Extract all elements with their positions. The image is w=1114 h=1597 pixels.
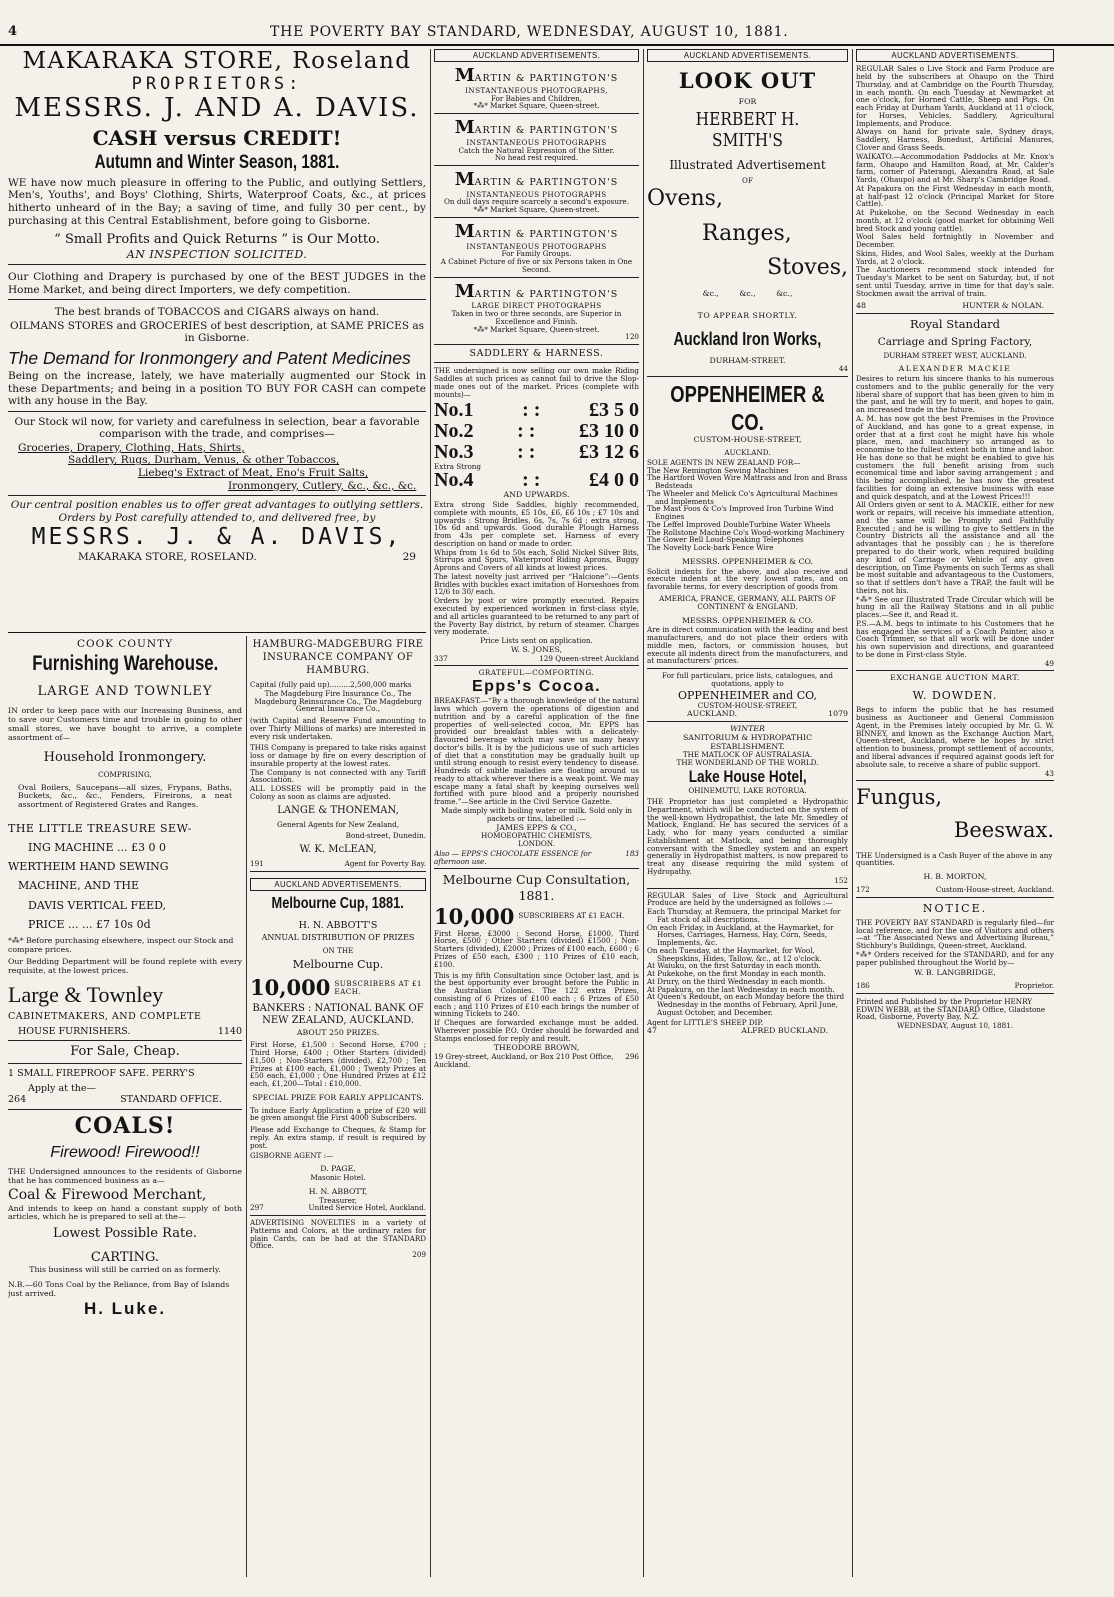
section-header: AUCKLAND ADVERTISEMENTS. [250, 878, 426, 891]
sale-item: On each Friday, in Auckland, at the Haymarket, for Horses, Carriages, Harness, Hay, Corn, Seeds, Implements, &c. [647, 922, 834, 948]
chocolate-text: Also — EPPS'S CHOCOLATE ESSENCE for afternoon use. [434, 848, 592, 866]
saddle-number: No.4 [434, 469, 474, 492]
saddle-price-row: No.4 : : £4 0 0 [434, 469, 639, 492]
ad-number: 172 [856, 884, 870, 894]
oppenheimer-name: OPPENHEIMER and CO, [678, 688, 817, 702]
photo-detail: For Babies and Children, [490, 93, 583, 103]
stock-line: Ironmongery, Cutlery, &c., &c., &c. [228, 479, 417, 492]
photo-line: LARGE DIRECT PHOTOGRAPHS [471, 301, 602, 311]
agency-item: The Novelty Lock-bark Fence Wire [647, 543, 774, 553]
auckland-ads-column-3 [434, 49, 639, 1589]
martin-partington-ad: MARTIN & PARTINGTON'S INSTANTANEOUS PHOTOGRAPHS Catch the Natural Expression of the Sitter. No head rest required. [434, 117, 639, 162]
full-text: For full particulars, price lists, catalogues, and quotations, apply to [662, 671, 833, 688]
sale-item: At Pukekohe, on the first Monday in each month. [647, 969, 826, 979]
ad-number: 264 [8, 1094, 27, 1106]
cook-heading: COOK COUNTY [76, 638, 174, 650]
ad-number: 183 [625, 848, 639, 858]
saddle-number: No.1 [434, 398, 474, 421]
custom-text: CUSTOM-HOUSE-STREET, [693, 435, 802, 445]
signature: MESSRS. J. & A. DAVIS, [31, 524, 403, 551]
proprietor-text: THE Proprietor has just completed a Hydropathic Department, which will be conducted on the system of the well-known Hydropathist, the late Mr. Smedley of Matlock, England. He has secured the services of a Lady, who for many years conducted a similar Establishment at Matlock, and being thoroughly conversant with the Smedley system and an expert generally in Hydropathist matters, is now prepared to treat any disease requiring the mild system of Hydropathy. [647, 797, 848, 876]
ad-number: 43 [1044, 768, 1054, 778]
household-heading: Household Ironmongery. [43, 750, 207, 766]
sanitorium-heading: SANITORIUM & HYDROPATHIC [682, 732, 813, 742]
saddlery-heading: SADDLERY & HARNESS. [469, 348, 604, 360]
photo-detail: *⁂* Market Square, Queen-street. [473, 324, 600, 334]
saddle-price: £3 10 0 [579, 419, 639, 442]
establishment-text: ESTABLISHMENT. [710, 741, 785, 751]
induce-text: To induce Early Application a prize of £20 will be given amongst the First 4000 Subscribers. [250, 1105, 426, 1123]
date-text: WEDNESDAY, August 10, 1881. [896, 1021, 1014, 1031]
office-text: STANDARD OFFICE. [120, 1094, 222, 1106]
abbott-heading: H. N. ABBOTT'S [298, 919, 378, 931]
royal-heading: Royal Standard [909, 317, 1001, 332]
photo-detail: *⁂* Market Square, Queen-street. [473, 101, 600, 111]
hamburg-insurance-ad [250, 638, 426, 1588]
cash-buyer-text: THE Undersigned is a Cash Buyer of the above in any quantities. [856, 850, 1053, 868]
column-divider [246, 636, 247, 1577]
masonic-text: Masonic Hotel. [310, 1173, 366, 1183]
page-number: 4 [8, 24, 18, 39]
jones-address: 129 Queen-street Auckland [539, 653, 639, 663]
column-divider [852, 49, 853, 1577]
firm-name: ARTIN & PARTINGTON'S [474, 73, 619, 85]
ad-number: 191 [250, 859, 264, 869]
undersigned-text: THE Undersigned announces to the residents of Gisborne that he has commenced business as a— [8, 1167, 242, 1185]
pbs-text: THE POVERTY BAY STANDARD is regularly filed—for local reference, and for the use of Visitors and others—at “The Associated News and Advertising Bureau,” Stichbury's Buildings, Queen-street, Auckland. [856, 917, 1054, 951]
ad-number: 44 [838, 364, 848, 374]
masthead [0, 14, 1114, 42]
illustrated-text: Illustrated Advertisement [669, 158, 826, 173]
agency-item: The Hartford Woven Wire Mattrass and Iron and Brass Bedsteads [647, 473, 848, 491]
newspaper-title: THE POVERTY BAY STANDARD, WEDNESDAY, AUGUST 10, 1881. [270, 24, 789, 40]
ten-thousand: 10,000 [434, 903, 515, 929]
comprising-text: COMPRISING, [98, 769, 152, 779]
oval-text: Oval Boilers, Saucepans—all sizes, Frypans, Baths, Buckets, &c., &c., Fenders, Fireirons, a neat assortment of Registered Grates and Ranges. [18, 782, 232, 810]
all-orders-text: All Orders given or sent to A. MACKIE, either for new work or repairs, will receive his immediate attention, and the same will be Promptly and Faithfully Executed ; and he is willing to give to Settlers in the Country Districts all the assistance and all the advantages that he possibly can ; he is therefore prepared to do their work, when required building any kind of Carriage or Vehicle of any given description, on Time Payments on such Terms as shall be most suitable and advantageous to the Customers, so that if settlers don't have a TRAP, the fault will be theirs, not his. [856, 500, 1054, 595]
for-text: FOR [738, 96, 757, 106]
carting-heading: CARTING. [90, 1249, 160, 1265]
sale-item: At Papakura, on the last Wednesday in each month. [647, 984, 835, 994]
tobacco-text: The best brands of TOBACCOS and CIGARS always on hand. [54, 306, 380, 319]
central-text: Our central position enables us to offer great advantages to outlying settlers. Orders by Post carefully attended to, and delivered free, by [10, 499, 424, 524]
durham-west: DURHAM STREET WEST, AUCKLAND. [883, 350, 1027, 360]
stock-line: Saddlery, Rugs, Durham, Venus, & other Tobaccos, [68, 454, 340, 467]
wertheim-line: WERTHEIM HAND SEWING [8, 860, 169, 874]
united-text: United Service Hotel, Auckland. [308, 1203, 426, 1213]
special-heading: SPECIAL PRIZE FOR EARLY APPLICANTS. [252, 1092, 424, 1102]
ad-number: 152 [834, 875, 848, 885]
breakfast-text: BREAKFAST.—“By a thorough knowledge of the natural laws which govern the operations of digestion and nutrition and by a careful application of the fine properties of well-selected cocoa, Mr. EPPS has provided our breakfast tables with a delicately-flavoured beverage which may save us many heavy doctor's bills. It is by the judicious use of such articles of diet that a constitution may be gradually built up until strong enough to resist every tendency to disease. Hundreds of subtle maladies are floating around us ready to attack wherever there is a weak point. We may escape many a fatal shaft by keeping ourselves well fortified with pure blood and a properly nourished frame.”—See article in the Civil Service Gazette. [434, 696, 639, 807]
auckland-ads-column-4 [647, 49, 848, 1589]
photo-line: INSTANTANEOUS PHOTOGRAPHS, [465, 85, 608, 95]
clothing-text: Our Clothing and Drapery is purchased by one of the BEST JUDGES in the Home Market, and being direct Importers, we defy competition. [8, 270, 426, 296]
about-text: ABOUT 250 PRIZES. [296, 1027, 380, 1037]
agency-item: The New Remington Sewing Machines [647, 465, 789, 475]
lange-heading: LANGE & THONEMAN, [277, 804, 399, 816]
saddle-price-list [434, 400, 639, 492]
makaraka-store-ad [8, 49, 426, 629]
always-text: Always on hand for private sale, Sydney drays, Saddlery, Harness, Bonedust, Artificial Manures, Clover and Grass Seeds. [856, 127, 1054, 152]
lake-house-heading: Lake House Hotel, [688, 766, 807, 786]
subscribers-text: SUBSCRIBERS AT £1 EACH. [334, 979, 422, 997]
ad-number: 120 [625, 332, 639, 342]
skins-text: Skins, Hides, and Wool Sales, weekly at the Durham Yards, at 2 o'clock. [856, 248, 1054, 266]
upwards-text: AND UPWARDS. [503, 490, 570, 500]
melbourne-cup-text: Melbourne Cup. [292, 958, 384, 972]
of-text: OF [742, 175, 753, 185]
auckland-text: AUCKLAND. [724, 448, 771, 457]
demand-heading: The Demand for Ironmongery and Patent Medicines [8, 347, 411, 368]
advertising-text: ADVERTISING NOVELTIES in a variety of Patterns and Colors, at the ordinary rates for plain Cards, can be had at the STANDARD Office. [250, 1218, 426, 1251]
wonderland-text: THE WONDERLAND OF THE WORLD. [676, 758, 819, 768]
sale-item: At Drury, on the third Wednesday in each month. [647, 976, 826, 986]
sale-item: At Queen's Redoubt, on each Monday before the third Wednesday in the months of February, April June, August October, and December. [647, 992, 845, 1017]
saddle-price-row: No.3 : : £3 12 6 [434, 440, 639, 463]
price-list-text: Price Lists sent on application. [480, 636, 593, 646]
homeo-text: HOMOEOPATHIC CHEMISTS, [480, 831, 593, 841]
saddle-price-row: No.2 : : £3 10 0 [434, 419, 639, 442]
oppenheimer-heading: OPPENHEIMER & CO. [670, 381, 825, 435]
brown-address: 19 Grey-street, Auckland, or Box 210 Post Office, Auckland. [434, 1052, 614, 1069]
james-epps: JAMES EPPS & CO., [496, 822, 577, 832]
fungus-heading: Fungus, [856, 785, 943, 810]
davis-feed-line: DAVIS VERTICAL FEED, [28, 898, 167, 912]
matlock-text: THE MATLOCK OF AUSTRALASIA. [682, 750, 813, 760]
treasurer-text: Treasurer, [319, 1195, 357, 1205]
prizes-text: First Horse, £1,500 : Second Horse, £700 ; Third Horse, £400 ; Other Starters (divided) £1,500 ; Non-Starters (divided), £2,700 ; Ten Prizes at £100 each, £1,000 ; Twenty Prizes at £50 each, £1,000 ; One Hundred Prizes at £12 each, £1,200—Total : £10,000. [250, 1040, 426, 1089]
ad-number: 1079 [828, 708, 848, 718]
auctioneers-text: The Auctioneers recommend stock intended for Tuesday's Market to be sent on Saturday, but, if not sent until Tuesday, arrive in time for that day's sale. Stockmen await the arrival of train. [856, 265, 1054, 298]
hamburg-heading: HAMBURG-MADGEBURG FIRE INSURANCE COMPANY OF HAMBURG. [252, 639, 424, 676]
signature-address: MAKARAKA STORE, ROSELAND. [78, 550, 257, 563]
carriage-heading: Carriage and Spring Factory, [877, 336, 1033, 349]
proprietors-heading: PROPRIETORS: [131, 74, 303, 95]
saddle-price-row: No.1 : : £3 5 0 [434, 398, 639, 421]
motto: “ Small Profits and Quick Returns ” is Our Motto. [54, 232, 380, 248]
photo-detail: Taken in two or three seconds, are Superior in Excellence and Finish. [451, 309, 622, 326]
morton-address: Custom-House-street, Auckland. [935, 884, 1054, 894]
ohinemutu-text: OHINEMUTU, LAKE ROTORUA. [688, 786, 807, 796]
martin-partington-ad: MARTIN & PARTINGTON'S INSTANTANEOUS PHOTOGRAPHS, For Babies and Children, *⁂* Market Square, Queen-street. [434, 65, 639, 110]
sale-item: Each Thursday, at Remuera, the principal Market for Fat stock of all descriptions. [647, 907, 841, 924]
gisborne-agent: GISBORNE AGENT :— [250, 1150, 334, 1160]
intro-text: WE have now much pleasure in offering to the Public, and outlying Settlers, Men's, Youths', and Boys' Clothing, Shirts, Waterproof Coats, &c., at prices hitherto unheard of in the Bay; a saving of time, and fully 30 per cent., by purchasing at this Central Establishment, before going to Gisborne. [8, 176, 426, 227]
season-heading: Autumn and Winter Season, 1881. [94, 151, 340, 173]
orders-text: *⁂* Orders received for the STANDARD, and for any paper published throughout the World by— [856, 949, 1054, 967]
furnishing-heading: Furnishing Warehouse. [31, 651, 219, 675]
order-text: IN order to keep pace with our Increasing Business, and to save our Customers time and trouble in going to other small stores, we have bought to arrive, a complete assortment of— [8, 706, 242, 742]
martin-partington-ad: MARTIN & PARTINGTON'S LARGE DIRECT PHOTOGRAPHS Taken in two or three seconds, are Superior in Excellence and Finish. *⁂* Market Square, Queen-street. [434, 281, 639, 334]
iron-works-heading: Auckland Iron Works, [673, 329, 822, 350]
ad-number: 29 [402, 550, 416, 563]
bedding-text: Our Bedding Department will be found replete with every requisite, at the lowest prices. [8, 957, 242, 976]
see-text: *⁂* See our Illustrated Trade Circular which will be hung in all the Railway Stations and in all public places.—See it, and Read it. [856, 594, 1054, 620]
photo-detail: On dull days require scarcely a second's exposure. [444, 197, 629, 207]
martin-partington-ad: MARTIN & PARTINGTON'S INSTANTANEOUS PHOTOGRAPHS On dull days require scarcely a second's exposure. *⁂* Market Square, Queen-street. [434, 169, 639, 214]
photo-detail: No head rest required. [494, 153, 579, 163]
photo-detail: For Family Groups. [501, 249, 572, 259]
subscribers-text: SUBSCRIBERS AT £1 EACH. [518, 911, 625, 921]
mackie-text: Desires to return his sincere thanks to his numerous customers and to the public generally for the very liberal share of support that has been given to him in the past, and he will try to merit, and hopes to gain, an increased trade in the future. [856, 374, 1054, 415]
ad-number: 186 [856, 981, 870, 991]
luke-signature: H. Luke. [83, 1299, 167, 1319]
with-text: (with Capital and Reserve Fund amounting to over Thirty Millions of marks) are interested in every risk undertaken. [250, 716, 426, 741]
extra-strong-note: Extra Strong [434, 461, 481, 471]
saddle-price: £4 0 0 [589, 469, 639, 492]
stock-line: Liebeg's Extract of Meat, Eno's Fruit Salts, [138, 467, 369, 480]
large-townley-logo: Large & Townley [8, 981, 164, 1007]
pukekohe-text: At Pukekohe, on the Second Wednesday in each month, at 12 o'clock (good market for obtaining Well bred Stock and young cattle). [856, 208, 1054, 233]
on-text: ON THE [322, 945, 354, 955]
ad-number: 47 [647, 1025, 657, 1035]
section-rule [8, 632, 426, 633]
saddlery-intro: THE undersigned is now selling our own make Riding Saddles at such prices as cannot fail to drive the Slop-made ones out of the market. Prices (complete with mounts)— [434, 366, 639, 399]
photo-detail: A Cabinet Picture of five or six Persons taken in One Second. [440, 257, 633, 274]
firm-name: ARTIN & PARTINGTON'S [474, 288, 619, 300]
printed-text: Printed and Published by the Proprietor HENRY EDWIN WEBB, at the STANDARD Office, Gladstone Road, Gisborne, Poverty Bay, N.Z. [856, 996, 1046, 1022]
page-name: D. PAGE, [320, 1164, 356, 1174]
safe-text: 1 SMALL FIREPROOF SAFE. PERRY'S [8, 1067, 195, 1079]
bond-text: Bond-street, Dunedin. [345, 831, 426, 841]
treasure-price: ING MACHINE ... £3 0 0 [28, 840, 166, 854]
agency-item: The Gower Bell Loud-Speaking Telephones [647, 535, 804, 545]
papakura-text: At Papakura on the First Wednesday in each month, at half-past 12 o'clock (Principal Market for Store Cattle). [856, 183, 1054, 209]
photo-detail: *⁂* Market Square, Queen-street. [473, 205, 600, 215]
hunter-nolan: HUNTER & NOLAN. [962, 300, 1044, 310]
ranges-text: Ranges, [702, 220, 792, 246]
ad-number: 337 [434, 653, 448, 663]
intends-text: And intends to keep on hand a constant supply of both articles, which he is prepared to sell at the— [8, 1203, 242, 1222]
saddle-price: £3 12 6 [579, 440, 639, 463]
ad-number: 297 [250, 1203, 264, 1213]
stock-line: Groceries, Drapery, Clothing, Hats, Shirts, [18, 441, 245, 454]
agency-item: The Rollstone Machine Co's Wood-working Machinery [647, 527, 845, 537]
made-text: Made simply with boiling water or milk. Sold only in packets or tins, labelled :— [440, 805, 633, 823]
photo-line: INSTANTANEOUS PHOTOGRAPHS [466, 241, 607, 251]
direct-text: Are in direct communication with the leading and best manufacturers, and do not place their orders with middle men, factors, or commission houses, but execute all indents direct from the manufacturers, and at manufacturers' prices. [647, 625, 848, 666]
losses-text: ALL LOSSES will be promptly paid in the Colony as soon as claims are adjusted. [250, 784, 426, 801]
wool-text: Wool Sales held fortnightly in November and December. [856, 232, 1054, 250]
dowden-name: W. DOWDEN. [912, 689, 998, 703]
sheep-dip-agent: Agent for LITTLE'S SHEEP DIP. [647, 1017, 764, 1027]
langbridge-name: W. B. LANGBRIDGE, [914, 968, 996, 978]
large-townley-heading: LARGE AND TOWNLEY [37, 683, 213, 699]
grateful-heading: GRATEFUL—COMFORTING. [478, 668, 595, 678]
column-divider [643, 49, 644, 1577]
auckland-ads-column-5 [856, 49, 1054, 1589]
messrs-heading-2: MESSRS. OPPENHEIMER & CO. [682, 615, 813, 625]
agency-item: The Leffel Improved DoubleTurbine Water Wheels [647, 519, 831, 529]
durham-text: DURHAM-STREET. [709, 355, 786, 365]
begs-text: Begs to inform the public that he has resumed business as Auctioneer and General Commission Agent, in the Premises lately occupied by Mr. G. W. BINNEY, and known as the Exchange Auction Mart, Queen-street, Auckland, where he hopes by strict attention to business, prompt settlement of accounts, and liberal advances if required against goods left for absolute sale, to receive a share of public support. [856, 705, 1054, 769]
epps-heading: Epps's Cocoa. [471, 678, 602, 696]
etc-text: &c., &c., &c., [702, 288, 793, 298]
ad-number: 49 [1044, 658, 1054, 668]
mackie-heading: ALEXANDER MACKIE [898, 364, 1012, 374]
whips-text: Whips from 1s 6d to 50s each, Solid Nickel Silver Bits, Stirrups and Spurs, Waterproof Riding Aprons, Buggy Aprons and Covers of all kinds at lowest prices. [434, 547, 639, 573]
martin-partington-ads [434, 65, 639, 333]
orders-text: Orders by post or wire promptly executed. Repairs executed by experienced workmen in first-class style, and all articles guaranteed to be returned to any part of the Poverty Bay district, by return of steamer. Charges very moderate. [434, 596, 639, 637]
stoves-text: Stoves, [767, 255, 848, 281]
sole-agents-text: SOLE AGENTS IN NEW ZEALAND FOR— [647, 457, 801, 467]
tariff-text: The Company is not connected with any Tariff Association. [250, 767, 426, 785]
agency-item: The Wheeler and Melick Co's Agricultural Machines and Implements [647, 488, 838, 506]
agency-item: The Mast Foos & Co's Improved Iron Turbine Wind Engines [647, 504, 834, 522]
jones-name: W. S. JONES, [510, 644, 563, 654]
saddle-body: Extra strong Side Saddles, highly recommended, complete with mounts, £5 10s, £6, £6 10s ; £7 10s and upwards : Strong Bridles, 6s, 7s, 7s 6d ; extra strong, 10s 6d and upwards. Good durable Plough Harness from 43s per complete set. Harness of every description on hand or made to order. [434, 500, 639, 548]
oilmans-text: OILMANS STORES and GROCERIES of best description, at SAME PRICES as in Gisborne. [9, 319, 425, 345]
agency-list [647, 467, 848, 552]
bankers-text: BANKERS : NATIONAL BANK OF NEW ZEALAND, AUCKLAND. [252, 1002, 424, 1026]
winter-text: WINTER [730, 724, 765, 734]
ad-number: 1140 [217, 1025, 242, 1037]
treasure-line: THE LITTLE TREASURE SEW- [8, 821, 192, 835]
stock-text: Our Stock wil now, for variety and carefulness in selection, bear a favorable comparison with the trade, and comprises— [14, 415, 420, 441]
morton-name: H. B. MORTON, [923, 872, 987, 882]
section-header: AUCKLAND ADVERTISEMENTS. [434, 49, 639, 62]
photo-line: INSTANTANEOUS PHOTOGRAPHS [466, 137, 607, 147]
latest-text: The latest novelty just arrived per “Halcione”:—Gents Bridles with buckles exact imitation of Horseshoes from 12/6 to 30/ each. [434, 571, 639, 597]
auckland-text-2: AUCKLAND. [687, 708, 738, 718]
sale-item: At Waiuku, on the first Saturday in each month. [647, 961, 821, 971]
ad-number: 296 [625, 1052, 639, 1062]
annual-text: ANNUAL DISTRIBUTION OF PRIZES [261, 932, 415, 942]
proprietors-name: MESSRS. J. AND A. DAVIS. [14, 92, 420, 123]
firm-name: ARTIN & PARTINGTON'S [474, 177, 619, 189]
saddle-number: No.2 [434, 419, 474, 442]
buckland-name: ALFRED BUCKLAND. [741, 1025, 828, 1035]
appear-text: TO APPEAR SHORTLY. [697, 311, 798, 321]
companies-text: The Magdeburg Fire Insurance Co., The Magdeburg Reinsurance Co., The Magdeburg General Insurance Co., [254, 688, 422, 714]
photo-detail: Catch the Natural Expression of the Sitter. [458, 145, 615, 155]
sales-list [647, 908, 848, 1017]
waikato-text: WAIKATO.—Accommodation Paddocks at Mr. Knox's farm, Ohaupo and Hamilton Road, at Mr. Calder's farm, corner of Paterangi, Alexandra Road, at Sale Yards, (Ohaupo) and at Mr. Sharp's Cambridge Road. [856, 151, 1054, 185]
ten-thousand: 10,000 [250, 975, 331, 1001]
before-text: *⁂* Before purchasing elsewhere, inspect our Stock and compare prices. [8, 935, 234, 954]
inspection-text: AN INSPECTION SOLICITED. [126, 247, 308, 261]
exchange-heading: EXCHANGE AUCTION MART. [890, 673, 1020, 683]
regular-text: REGULAR Sales of Live Stock and Agricultural Produce are held by the undersigned as follows :— [647, 890, 848, 908]
regular-sales-text: REGULAR Sales o Live Stock and Farm Produce are held by the subscribers at Ohaupo on the Third Thursday, and at Cambridge on the Fourth Thursday, in each month. On each Tuesday at Newmarket at one o'clock, for Horned Cattle, Sheep and Pigs. On each Friday at Durham Yards, Auckland at 11 o'clock, for Horses, Vehicles, Saddlery, Agricultural Implements, and Produce. [856, 64, 1054, 128]
photo-line: INSTANTANEOUS PHOTOGRAPHS [466, 189, 607, 199]
ad-number: 209 [412, 1250, 426, 1260]
langbridge-sub: Proprietor. [1014, 981, 1054, 991]
section-header: AUCKLAND ADVERTISEMENTS. [856, 49, 1054, 62]
lowest-heading: Lowest Possible Rate. [52, 1225, 198, 1241]
beeswax-heading: Beeswax. [953, 818, 1054, 843]
cook-county-ad [8, 638, 242, 1588]
firm-name: ARTIN & PARTINGTON'S [474, 229, 619, 241]
firm-name: ARTIN & PARTINGTON'S [474, 125, 619, 137]
masthead-rule [0, 44, 1114, 46]
ps-text: P.S.—A.M. begs to intimate to his Customers that he has engaged the services of a Coach Painter, also a Coach Trimmer, so that all work will be done under his own supervision and directions, and guaranteed to be done in First-class Style. [856, 618, 1054, 659]
solicit-text: Solicit indents for the above, and also receive and execute indents at the very lowest rates, and on favorable terms, for every description of goods from [647, 566, 848, 592]
am-text: A. M. has now got the best Premises in the Province of Auckland, and has gone to a great expense, in order that at a first cost he might have his whole place, men, and machinery so arranged as to economise to the fullest extent both in time and labor. He has done so that he might be enabled to give his customers the full benefit arising from such economical time and labor saving arrangement ; and this being accomplished, he has now the greatest facilities for doing an extensive business with ease and quick despatch, and at the Lowest Prices!!! [856, 413, 1054, 501]
cash-credit-heading: CASH versus CREDIT! [92, 125, 342, 150]
look-out-heading: LOOK OUT [678, 68, 817, 94]
saddle-number: No.3 [434, 440, 474, 463]
mclean-sub: Agent for Poverty Bay. [344, 859, 426, 869]
house-furnishers: HOUSE FURNISHERS. [18, 1025, 131, 1037]
wertheim-line: MACHINE, AND THE [18, 879, 140, 893]
cabinetmakers-text: CABINETMAKERS, AND COMPLETE [8, 1011, 202, 1023]
london-text: LONDON. [518, 838, 555, 848]
messrs-heading: MESSRS. OPPENHEIMER & CO. [682, 556, 813, 566]
martin-partington-ad: MARTIN & PARTINGTON'S INSTANTANEOUS PHOTOGRAPHS For Family Groups. A Cabinet Picture of five or six Persons taken in One Second. [434, 221, 639, 274]
please-text: Please add Exchange to Cheques, & Stamp for reply. An extra stamp, if result is required by post. [250, 1125, 426, 1150]
capital-text: Capital (fully paid up).........2,500,000 marks [250, 680, 412, 689]
ovens-text: Ovens, [647, 186, 723, 212]
consult-prizes: First Horse, £3000 ; Second Horse, £1000, Third Horse, £500 ; Other Starters (divided) £1500 ; Non-Starters (divided), £2000 ; Prizes of £100 each, £600 ; 6 Prizes of £50 each, £300 ; 110 Prizes of £10 each, £100. [434, 928, 639, 969]
abbott-name: H. N. ABBOTT, [308, 1186, 368, 1196]
mclean-heading: W. K. McLEAN, [299, 844, 377, 856]
sale-item: On each Tuesday, at the Haymarket, for Wool, Sheepskins, Hides, Tallow, &c., at 12 o'clock. [647, 945, 822, 963]
cheques-text: If Cheques are forwarded exchange must be added. Wherever possible P.O. Order should be forwarded and Stamps enclosed for reply and result. [434, 1018, 639, 1043]
nb-text: N.B.—60 Tons Coal by the Reliance, from Bay of Islands just arrived. [8, 1279, 230, 1298]
fifth-text: This is my fifth Consultation since October last, and is the best opportunity ever brought before the Public in the Australian Colonies. The 122 extra Prizes, consisting of 6 Prizes of £100 each ; 6 Prizes of £50 each ; and 110 Prizes of £10 each brings the number of winning Tickets to 240. [434, 970, 639, 1019]
coals-heading: COALS! [74, 1112, 176, 1139]
america-text: AMERICA, FRANCE, GERMANY, ALL PARTS OF CONTINENT & ENGLAND. [659, 593, 836, 611]
consultation-heading: Melbourne Cup Consultation, 1881. [442, 872, 631, 903]
carting-text: This business will still be carried on as formerly. [29, 1265, 221, 1275]
column-divider [430, 49, 431, 1577]
notice-heading: NOTICE. [922, 901, 988, 915]
store-name: MAKARAKA STORE, Roseland [22, 49, 412, 74]
agents-text: General Agents for New Zealand, [276, 819, 400, 829]
machine-price: PRICE ... ... £7 10s 0d [28, 917, 151, 931]
apply-text: Apply at the— [28, 1082, 97, 1094]
for-sale-heading: For Sale, Cheap. [70, 1043, 180, 1059]
merchant-heading: Coal & Firewood Merchant, [8, 1186, 207, 1203]
firewood-heading: Firewood! Firewood!! [50, 1144, 200, 1162]
ad-number: 48 [856, 300, 866, 310]
smith-heading: HERBERT H. SMITH'S [695, 110, 800, 152]
section-header: AUCKLAND ADVERTISEMENTS. [647, 49, 848, 62]
saddle-price: £3 5 0 [589, 398, 639, 421]
increase-text: Being on the increase, lately, we have materially augmented our Stock in these Departments; and being in a position TO BUY FOR CASH can compete with any house in the Bay. [8, 369, 426, 408]
brown-name: THEODORE BROWN, [493, 1043, 580, 1053]
cup-heading: Melbourne Cup, 1881. [271, 895, 405, 913]
company-text: THIS Company is prepared to take risks against loss or damage by fire on every description of insurable property at the lowest rates. [250, 743, 426, 768]
custom-text-2: CUSTOM-HOUSE-STREET, [697, 700, 798, 710]
